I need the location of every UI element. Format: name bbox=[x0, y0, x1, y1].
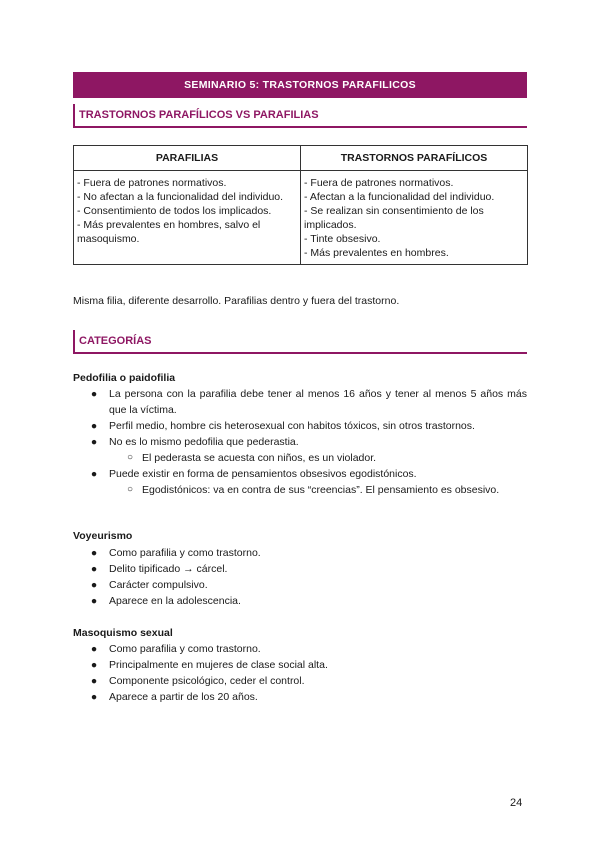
hollow-bullet-icon: ○ bbox=[126, 484, 134, 495]
summary-text: Misma filia, diferente desarrollo. Parafilias dentro y fuera del trastorno. bbox=[73, 295, 400, 307]
list-item-text: La persona con la parafilia debe tener al menos 16 años y tener al menos 5 años más que la víctima. bbox=[109, 388, 527, 416]
table-cell-line: - Afectan a la funcionalidad del individuo. bbox=[304, 191, 495, 203]
document-title-bar bbox=[73, 72, 527, 98]
bullet-icon: ● bbox=[90, 659, 98, 671]
list-item bbox=[73, 466, 527, 498]
bullet-icon: ● bbox=[90, 579, 98, 591]
list-item bbox=[73, 577, 527, 593]
list-item-text: Principalmente en mujeres de clase social alta. bbox=[109, 659, 328, 671]
table-cell-trastornos bbox=[301, 171, 528, 265]
category-list-masoquismo bbox=[73, 641, 527, 705]
list-item-text: Puede existir en forma de pensamientos obsesivos egodistónicos. bbox=[109, 468, 417, 480]
list-item bbox=[73, 593, 527, 609]
bullet-icon: ● bbox=[90, 595, 98, 607]
list-item bbox=[73, 657, 527, 673]
bullet-icon: ● bbox=[90, 436, 98, 448]
list-item bbox=[73, 673, 527, 689]
table-header-trastornos: TRASTORNOS PARAFÍLICOS bbox=[301, 146, 528, 171]
bullet-icon: ● bbox=[90, 547, 98, 559]
document-title: SEMINARIO 5: TRASTORNOS PARAFILICOS bbox=[184, 79, 416, 91]
sub-list-item bbox=[109, 482, 527, 498]
table-cell-line: - Fuera de patrones normativos. bbox=[304, 177, 454, 189]
bullet-icon: ● bbox=[90, 643, 98, 655]
table-cell-line: - Consentimiento de todos los implicados. bbox=[77, 205, 272, 217]
table-cell-line: - Fuera de patrones normativos. bbox=[77, 177, 227, 189]
table-cell-line: - Más prevalentes en hombres. bbox=[304, 247, 449, 259]
sub-list-item-text: Egodistónicos: va en contra de sus “creencias”. El pensamiento es obsesivo. bbox=[142, 484, 500, 496]
list-item-text: Como parafilia y como trastorno. bbox=[109, 547, 261, 559]
list-item bbox=[73, 545, 527, 561]
sub-list bbox=[109, 450, 527, 466]
table-cell-line: - Se realizan sin consentimiento de los implicados. bbox=[304, 205, 484, 231]
bullet-icon: ● bbox=[90, 468, 98, 480]
sub-list bbox=[109, 482, 527, 498]
list-item-text: No es lo mismo pedofilia que pederastia. bbox=[109, 436, 299, 448]
list-item bbox=[73, 434, 527, 466]
table-header-parafilias: PARAFILIAS bbox=[74, 146, 301, 171]
list-item bbox=[73, 561, 527, 577]
category-title-pedofilia: Pedofilia o paidofilia bbox=[73, 372, 176, 384]
list-item-text: Perfil medio, hombre cis heterosexual con habitos tóxicos, sin otros trastornos. bbox=[109, 420, 475, 432]
bullet-icon: ● bbox=[90, 563, 98, 575]
comparison-table bbox=[73, 145, 528, 265]
section-heading-comparison: TRASTORNOS PARAFÍLICOS VS PARAFILIAS bbox=[73, 104, 527, 128]
page-number: 24 bbox=[510, 797, 523, 809]
bullet-icon: ● bbox=[90, 420, 98, 432]
category-list-pedofilia bbox=[73, 386, 527, 498]
table-cell-line: - Más prevalentes en hombres, salvo el masoquismo. bbox=[77, 219, 261, 245]
category-title-voyeurismo: Voyeurismo bbox=[73, 530, 133, 542]
list-item bbox=[73, 386, 527, 418]
table-cell-line: - No afectan a la funcionalidad del individuo. bbox=[77, 191, 284, 203]
bullet-icon: ● bbox=[90, 388, 98, 400]
list-item-text: Componente psicológico, ceder el control. bbox=[109, 675, 305, 687]
table-cell-parafilias bbox=[74, 171, 301, 265]
table-cell-line: - Tinte obsesivo. bbox=[304, 233, 381, 245]
list-item-text: Carácter compulsivo. bbox=[109, 579, 208, 591]
list-item-text: Como parafilia y como trastorno. bbox=[109, 643, 261, 655]
list-item bbox=[73, 418, 527, 434]
list-item bbox=[73, 641, 527, 657]
list-item-text: Delito tipificado → cárcel. bbox=[109, 563, 228, 575]
category-list-voyeurismo bbox=[73, 545, 527, 609]
bullet-icon: ● bbox=[90, 691, 98, 703]
list-item-text: Aparece a partir de los 20 años. bbox=[109, 691, 258, 703]
bullet-icon: ● bbox=[90, 675, 98, 687]
section-heading-categories: CATEGORÍAS bbox=[73, 330, 527, 354]
list-item-text: Aparece en la adolescencia. bbox=[109, 595, 241, 607]
category-title-masoquismo: Masoquismo sexual bbox=[73, 627, 173, 639]
sub-list-item bbox=[109, 450, 527, 466]
sub-list-item-text: El pederasta se acuesta con niños, es un violador. bbox=[142, 452, 377, 464]
list-item bbox=[73, 689, 527, 705]
hollow-bullet-icon: ○ bbox=[126, 452, 134, 463]
